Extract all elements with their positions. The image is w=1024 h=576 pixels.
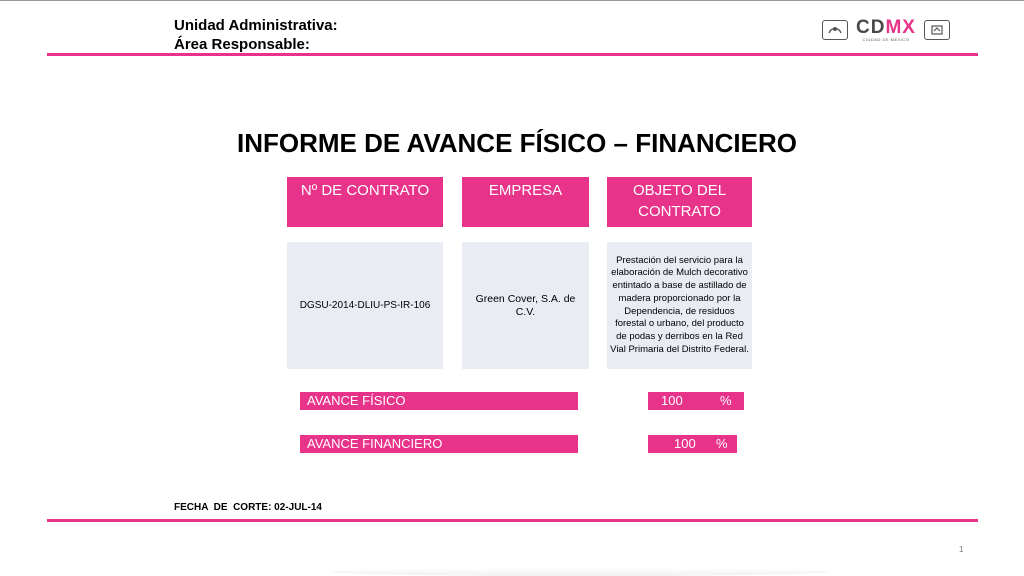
cdmx-logo [856, 16, 916, 42]
area-responsable-label: Área Responsable: [174, 36, 310, 53]
avance-financiero-label: AVANCE FINANCIERO [307, 436, 443, 451]
header-rule [47, 53, 978, 56]
bottom-shadow [330, 568, 830, 576]
city-seal-icon [924, 20, 950, 40]
page-title: INFORME DE AVANCE FÍSICO – FINANCIERO [237, 128, 797, 158]
avance-fisico-value-box [648, 392, 744, 410]
mexico-seal-icon [822, 20, 848, 40]
header-contrato: Nº DE CONTRATO [287, 177, 443, 227]
footer-rule [47, 519, 978, 522]
unidad-administrativa-label: Unidad Administrativa: [174, 17, 338, 34]
empresa-value: Green Cover, S.A. de C.V. [475, 292, 576, 318]
fecha-de-corte: FECHA DE CORTE: 02-JUL-14 [174, 502, 322, 513]
avance-financiero-unit: % [716, 436, 728, 451]
cell-objeto [607, 242, 752, 369]
avance-fisico-label: AVANCE FÍSICO [307, 393, 406, 408]
avance-fisico-unit: % [720, 393, 732, 408]
objeto-value: Prestación del servicio para la elaboración de Mulch decorativo entintado a base de astillado de madera proporcionado por la Dependencia, de residuos forestal o urbano, del producto de podas y derribos en la Red Vial Primaria del Distrito Federal. [610, 254, 749, 355]
brand-cd: CD [856, 16, 886, 38]
avance-financiero-bar [300, 435, 578, 453]
header-logos [822, 18, 950, 42]
avance-fisico-bar [300, 392, 578, 410]
avance-fisico-value: 100 [661, 393, 683, 408]
header-empresa: EMPRESA [462, 177, 589, 227]
header-objeto: OBJETO DEL CONTRATO [607, 177, 752, 227]
brand-sub: CIUDAD DE MÉXICO [862, 36, 910, 42]
cell-contrato [287, 242, 443, 369]
avance-financiero-value: 100 [674, 436, 696, 451]
brand-mx: MX [885, 16, 916, 38]
top-border [0, 0, 1024, 1]
avance-financiero-value-box [648, 435, 737, 453]
contrato-value: DGSU-2014-DLIU-PS-IR-106 [299, 300, 431, 311]
page-number: 1 [959, 545, 964, 554]
cell-empresa [462, 242, 589, 369]
